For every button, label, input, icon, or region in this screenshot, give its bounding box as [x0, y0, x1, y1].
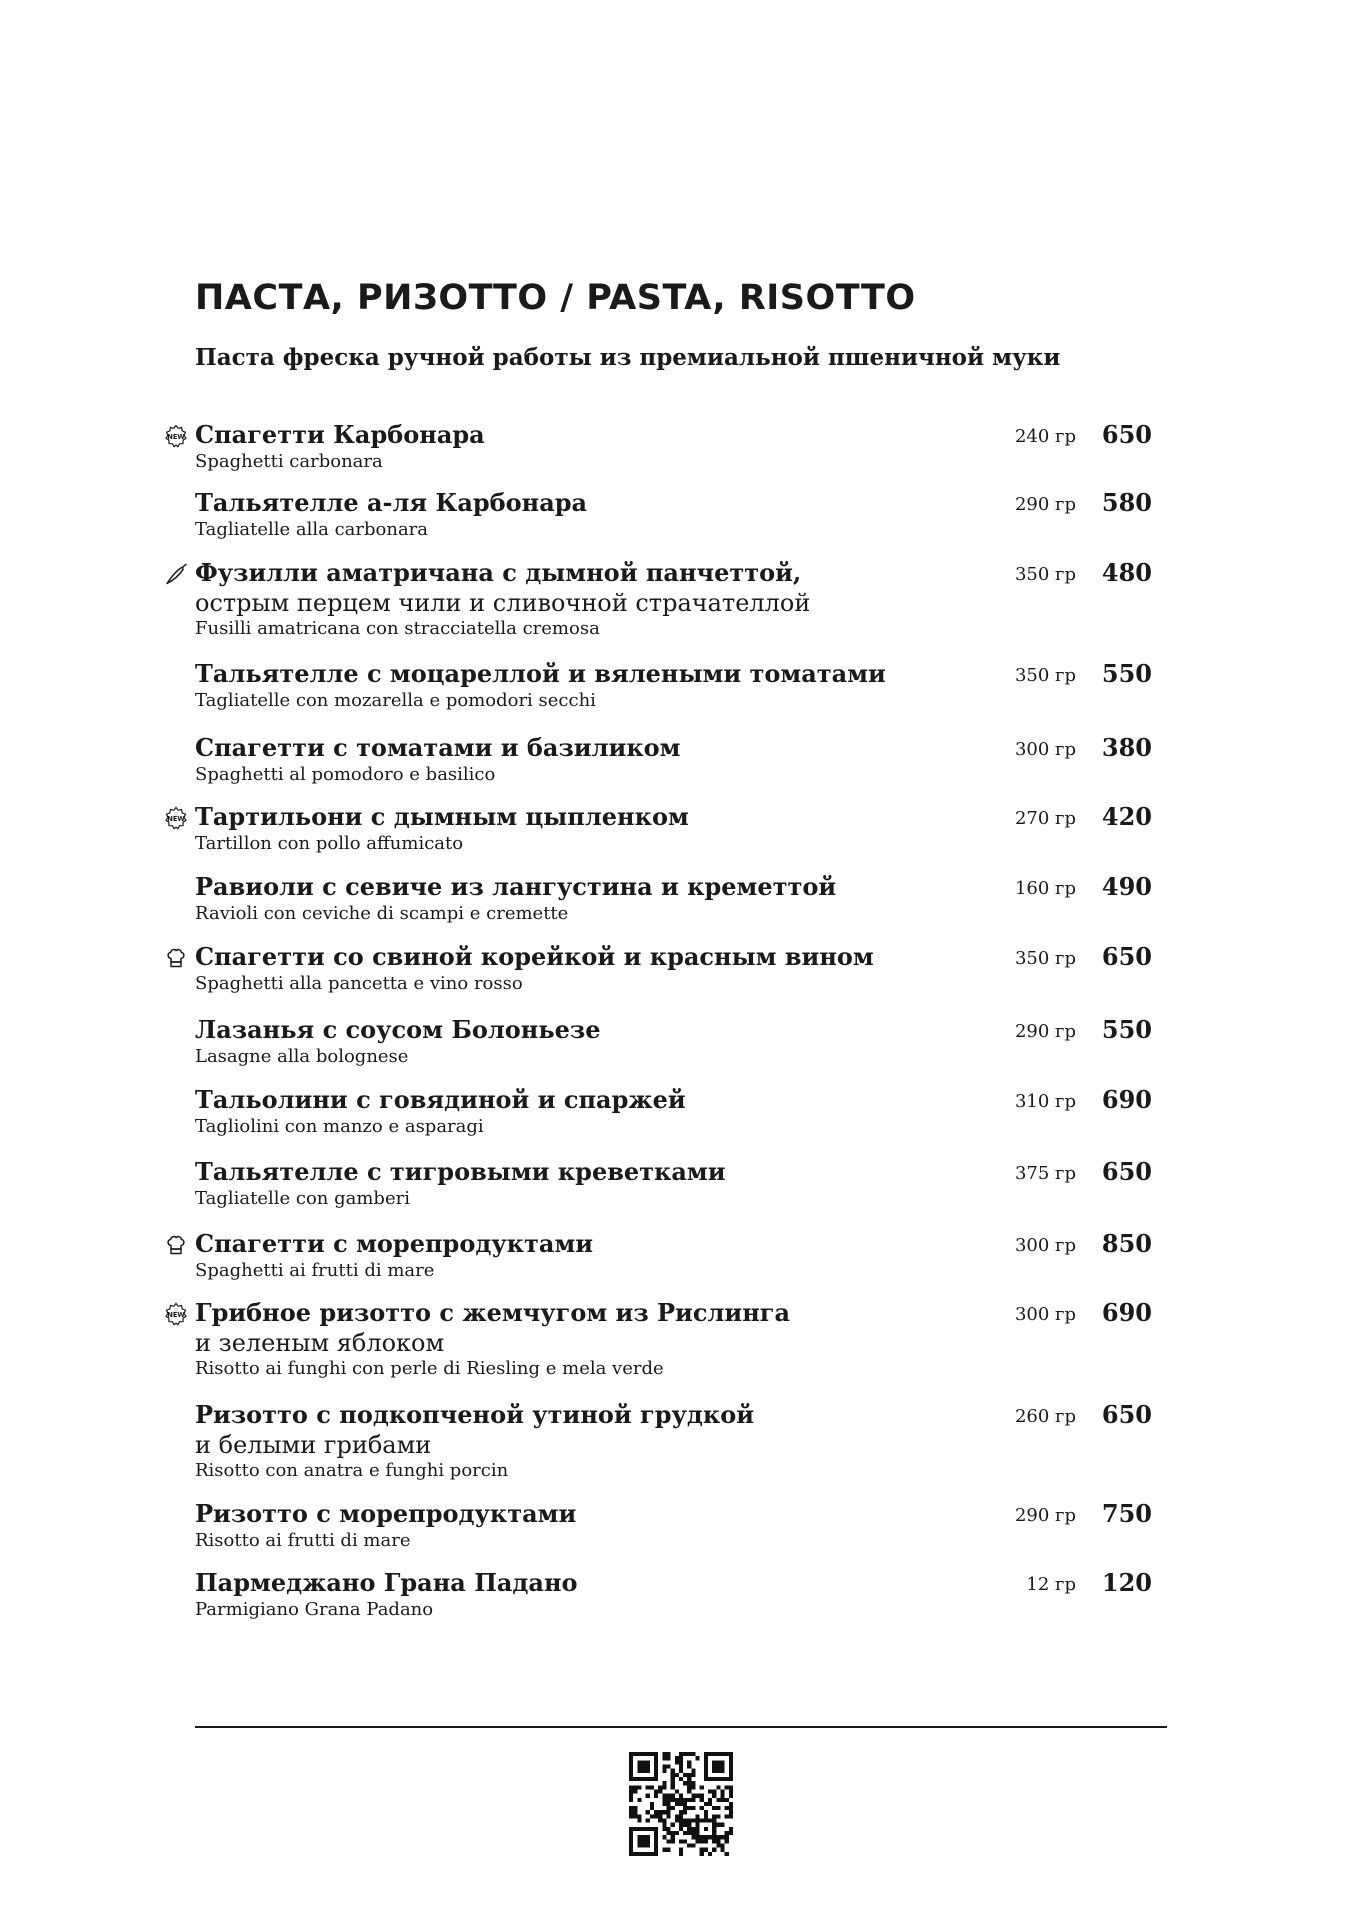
item-name-ru: Тальятелле а-ля Карбонара	[195, 488, 588, 517]
item-price: 580	[1101, 488, 1152, 517]
item-name-ru: Тартильони с дымным цыпленком	[195, 802, 689, 831]
item-name-ru: Ризотто с морепродуктами	[195, 1499, 577, 1528]
item-weight: 240 гр	[1014, 426, 1076, 447]
item-name-ru: Равиоли с севиче из лангустина и креметтой	[195, 872, 837, 901]
item-price: 650	[1101, 1400, 1152, 1429]
item-price: 490	[1101, 872, 1152, 901]
item-name-ru: Спагетти с морепродуктами	[195, 1229, 594, 1258]
item-name-it: Spaghetti alla pancetta e vino rosso	[195, 973, 523, 994]
chef-hat-icon	[164, 946, 188, 970]
item-name-it: Tagliatelle con mozarella e pomodori secchi	[195, 690, 596, 711]
item-name-it: Spaghetti carbonara	[195, 451, 383, 472]
item-weight: 300 гр	[1014, 1235, 1076, 1256]
item-name-it: Lasagne alla bolognese	[195, 1046, 409, 1067]
item-price: 650	[1101, 942, 1152, 971]
chili-pepper-icon	[164, 562, 188, 586]
item-name-it: Parmigiano Grana Padano	[195, 1599, 434, 1620]
item-name-ru: Фузилли аматричана с дымной панчеттой,	[195, 558, 802, 587]
item-price: 650	[1101, 420, 1152, 449]
item-name-it: Tagliatelle alla carbonara	[195, 519, 429, 540]
svg-text:NEW: NEW	[167, 814, 185, 823]
item-name-it: Risotto ai frutti di mare	[195, 1530, 411, 1551]
item-name-it: Ravioli con ceviche di scampi e cremette	[195, 903, 569, 924]
item-name-ru: Тальолини с говядиной и спаржей	[195, 1085, 686, 1114]
item-name-ru: Тальятелле с тигровыми креветками	[195, 1157, 726, 1186]
item-weight: 270 гр	[1014, 808, 1076, 829]
item-name-it: Tagliatelle con gamberi	[195, 1188, 410, 1209]
item-name-ru: Лазанья с соусом Болоньезе	[195, 1015, 601, 1044]
qr-code-icon[interactable]	[629, 1752, 733, 1856]
item-name-ru: Спагетти Карбонара	[195, 420, 485, 449]
item-name-it: Spaghetti ai frutti di mare	[195, 1260, 435, 1281]
item-price: 480	[1101, 558, 1152, 587]
item-name-it: Risotto con anatra e funghi porcin	[195, 1460, 509, 1481]
item-name-it: Tartillon con pollo affumicato	[195, 833, 464, 854]
item-weight: 300 гр	[1014, 1304, 1076, 1325]
item-name-ru: Ризотто с подкопченой утиной грудкой	[195, 1400, 755, 1429]
item-price: 420	[1101, 802, 1152, 831]
item-price: 550	[1101, 659, 1152, 688]
item-name-ru: Тальятелле с моцареллой и вялеными томатами	[195, 659, 886, 688]
item-weight: 160 гр	[1014, 878, 1076, 899]
item-price: 690	[1101, 1085, 1152, 1114]
item-weight: 350 гр	[1014, 665, 1076, 686]
item-weight: 310 гр	[1014, 1091, 1076, 1112]
svg-text:NEW: NEW	[167, 432, 185, 441]
divider	[195, 1726, 1167, 1728]
item-price: 380	[1101, 733, 1152, 762]
svg-text:NEW: NEW	[167, 1310, 185, 1319]
item-name-ru: Пармеджано Грана Падано	[195, 1568, 578, 1597]
item-name-ru-continued: острым перцем чили и сливочной страчателлой	[195, 589, 811, 617]
item-name-it: Spaghetti al pomodoro e basilico	[195, 764, 496, 785]
item-price: 690	[1101, 1298, 1152, 1327]
item-weight: 375 гр	[1014, 1163, 1076, 1184]
item-weight: 12 гр	[1026, 1574, 1076, 1595]
item-name-it: Fusilli amatricana con stracciatella cremosa	[195, 618, 600, 639]
item-name-ru: Спагетти со свиной корейкой и красным вином	[195, 942, 874, 971]
item-price: 650	[1101, 1157, 1152, 1186]
item-name-ru: Спагетти с томатами и базиликом	[195, 733, 681, 762]
item-weight: 300 гр	[1014, 739, 1076, 760]
item-weight: 350 гр	[1014, 948, 1076, 969]
item-price: 120	[1101, 1568, 1152, 1597]
item-price: 750	[1101, 1499, 1152, 1528]
item-weight: 290 гр	[1014, 1021, 1076, 1042]
page-subtitle: Паста фреска ручной работы из премиальной пшеничной муки	[195, 344, 1061, 371]
new-badge-icon	[164, 424, 188, 448]
item-name-it: Tagliolini con manzo e asparagi	[195, 1116, 484, 1137]
page-title: ПАСТА, РИЗОТТО / PASTA, RISOTTO	[195, 278, 916, 318]
item-weight: 290 гр	[1014, 1505, 1076, 1526]
item-price: 550	[1101, 1015, 1152, 1044]
item-name-ru-continued: и белыми грибами	[195, 1431, 432, 1459]
item-weight: 260 гр	[1014, 1406, 1076, 1427]
new-badge-icon	[164, 1302, 188, 1326]
item-price: 850	[1101, 1229, 1152, 1258]
item-name-ru: Грибное ризотто с жемчугом из Рислинга	[195, 1298, 791, 1327]
item-name-it: Risotto ai funghi con perle di Riesling e mela verde	[195, 1358, 664, 1379]
item-name-ru-continued: и зеленым яблоком	[195, 1329, 445, 1357]
chef-hat-icon	[164, 1233, 188, 1257]
item-weight: 290 гр	[1014, 494, 1076, 515]
item-weight: 350 гр	[1014, 564, 1076, 585]
new-badge-icon	[164, 806, 188, 830]
